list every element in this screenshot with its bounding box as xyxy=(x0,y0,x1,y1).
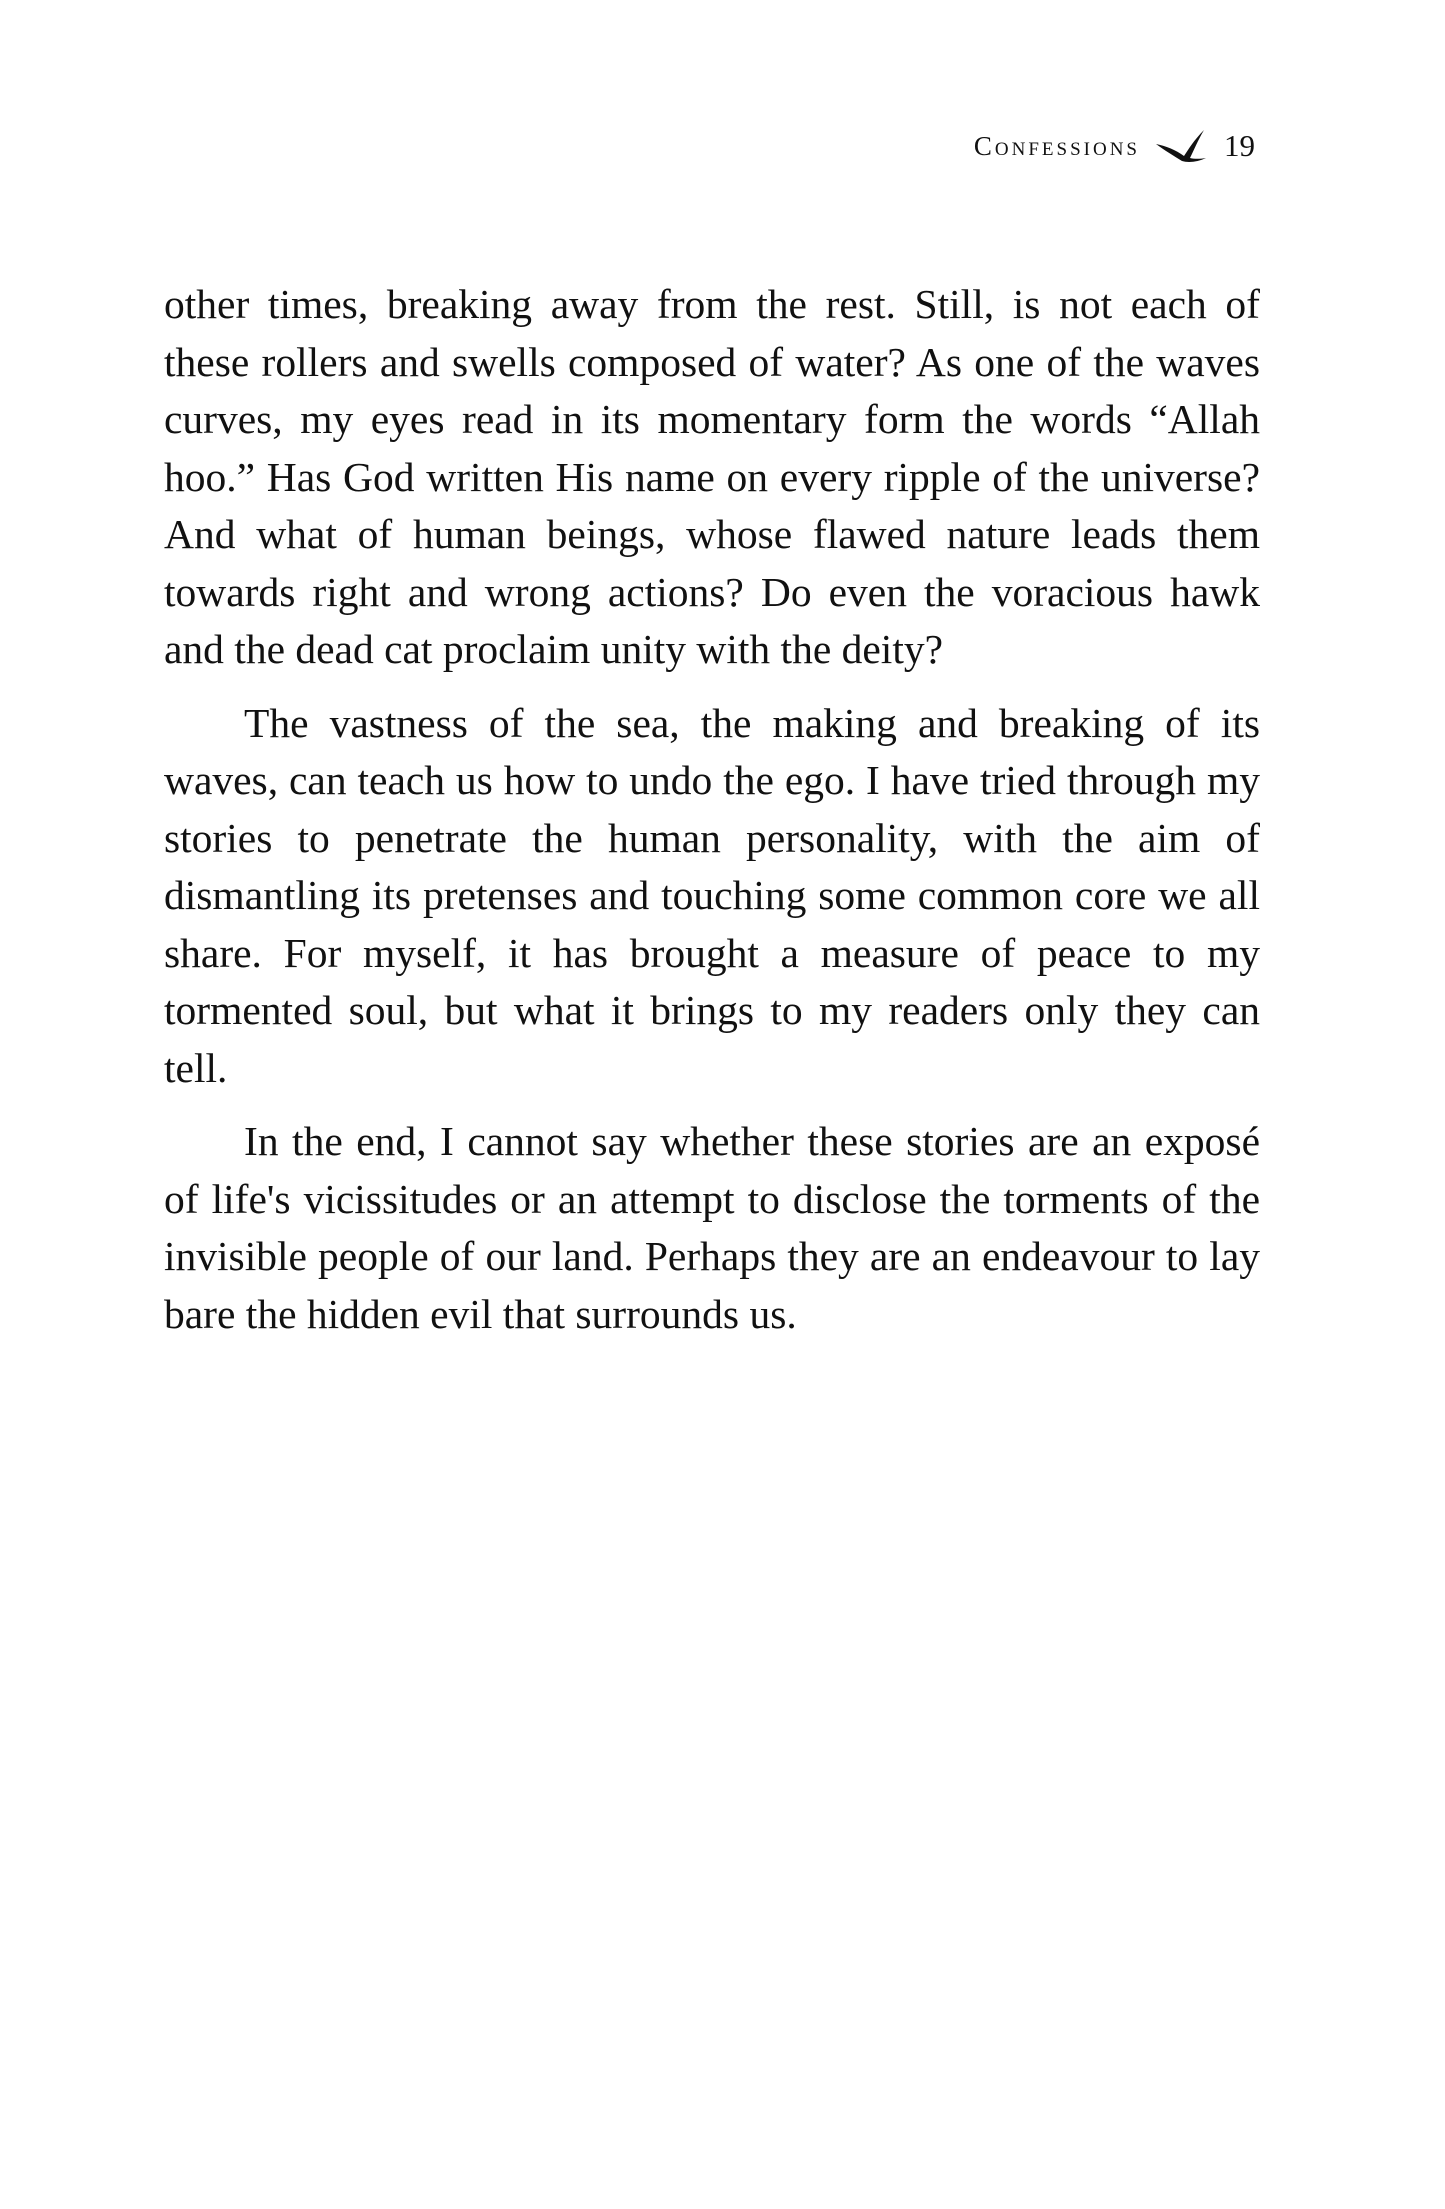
paragraph-sea: The vastness of the sea, the making and breaking of its waves, can teach us how to undo the ego. I have tried through my stories to penetrate the human personality, with the aim of dismantling its pretenses and touching some common core we all share. For myself, it has brought a measure of peace to my tormented soul, but what it brings to my readers only they can tell. xyxy=(164,699,1260,1091)
bird-icon xyxy=(1154,126,1210,166)
paragraph-continued: other times, breaking away from the rest. Still, is not each of these rollers and swells composed of water? As one of the waves curves, my eyes read in its momentary form the words “Allah hoo.” Has God written His name on every ripple of the universe? And what of human beings, whose flawed nature leads them towards right and wrong actions? Do even the voracious hawk and the dead cat proclaim unity with the deity? xyxy=(164,281,1260,672)
page-number: 19 xyxy=(1224,128,1255,163)
body-text xyxy=(164,276,1260,1359)
running-title: Confessions xyxy=(973,131,1140,161)
running-head xyxy=(974,126,1255,166)
paragraph-end: In the end, I cannot say whether these stories are an exposé of life's vicissitudes or an attempt to disclose the torments of the invisible people of our land. Perhaps they are an endeavour to lay bare the hidden evil that surrounds us. xyxy=(164,1118,1260,1337)
